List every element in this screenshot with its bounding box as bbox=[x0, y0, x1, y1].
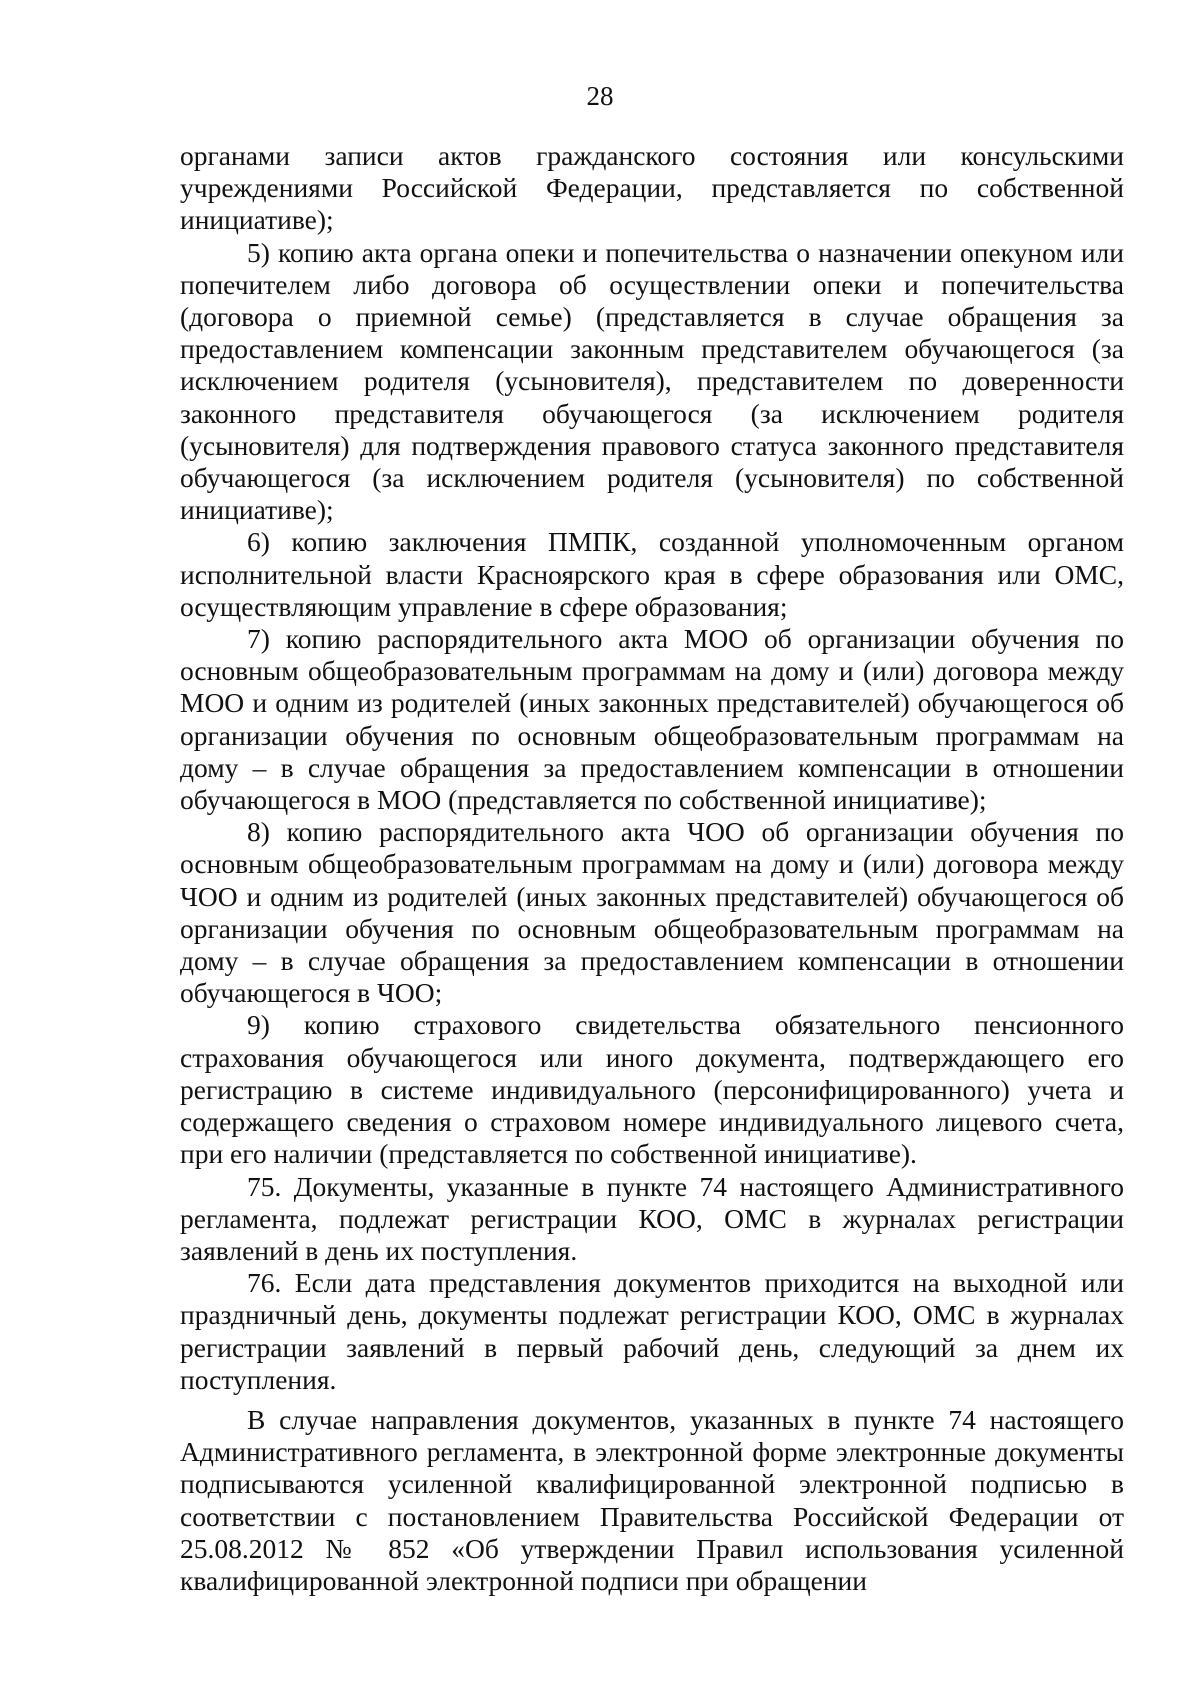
document-body bbox=[180, 140, 1124, 1597]
paragraph-item-8: 8) копию распорядительного акта ЧОО об организации обучения по основным общеобразовательным программам на дому и (или) договора между ЧОО и одним из родителей (иных законных представителей) обучающегося об организации обучения по основным общеобразовательным программам на дому – в случае обращения за предоставлением компенсации в отношении обучающегося в ЧОО; bbox=[180, 816, 1124, 1009]
paragraph-item-7: 7) копию распорядительного акта МОО об организации обучения по основным общеобразовательным программам на дому и (или) договора между МОО и одним из родителей (иных законных представителей) обучающегося об организации обучения по основным общеобразовательным программам на дому – в случае обращения за предоставлением компенсации в отношении обучающегося в МОО (представляется по собственной инициативе); bbox=[180, 623, 1124, 816]
page-number: 28 bbox=[586, 81, 614, 111]
paragraph-electronic-submission: В случае направления документов, указанных в пункте 74 настоящего Административного регламента, в электронной форме электронные документы подписываются усиленной квалифицированной электронной подписью в соответствии с постановлением Правительства Российской Федерации от 25.08.2012 № 852 «Об утверждении Правил использования усиленной квалифицированной электронной подписи при обращении bbox=[180, 1403, 1124, 1596]
paragraph-item-9: 9) копию страхового свидетельства обязательного пенсионного страхования обучающегося или иного документа, подтверждающего его регистрацию в системе индивидуального (персонифицированного) учета и содержащего сведения о страховом номере индивидуального лицевого счета, при его наличии (представляется по собственной инициативе). bbox=[180, 1009, 1124, 1170]
paragraph-item-6: 6) копию заключения ПМПК, созданной уполномоченным органом исполнительной власти Красноярского края в сфере образования или ОМС, осуществляющим управление в сфере образования; bbox=[180, 526, 1124, 622]
paragraph-item-5: 5) копию акта органа опеки и попечительства о назначении опекуном или попечителем либо договора об осуществлении опеки и попечительства (договора о приемной семье) (представляется в случае обращения за предоставлением компенсации законным представителем обучающегося (за исключением родителя (усыновителя), представителем по доверенности законного представителя обучающегося (за исключением родителя (усыновителя) для подтверждения правового статуса законного представителя обучающегося (за исключением родителя (усыновителя) по собственной инициативе); bbox=[180, 236, 1124, 526]
paragraph-continuation: органами записи актов гражданского состояния или консульскими учреждениями Российской Федерации, представляется по собственной инициативе); bbox=[180, 140, 1124, 236]
paragraph-clause-75: 75. Документы, указанные в пункте 74 настоящего Административного регламента, подлежат регистрации КОО, ОМС в журналах регистрации заявлений в день их поступления. bbox=[180, 1170, 1124, 1266]
paragraph-clause-76: 76. Если дата представления документов приходится на выходной или праздничный день, документы подлежат регистрации КОО, ОМС в журналах регистрации заявлений в первый рабочий день, следующий за днем их поступления. bbox=[180, 1267, 1124, 1395]
